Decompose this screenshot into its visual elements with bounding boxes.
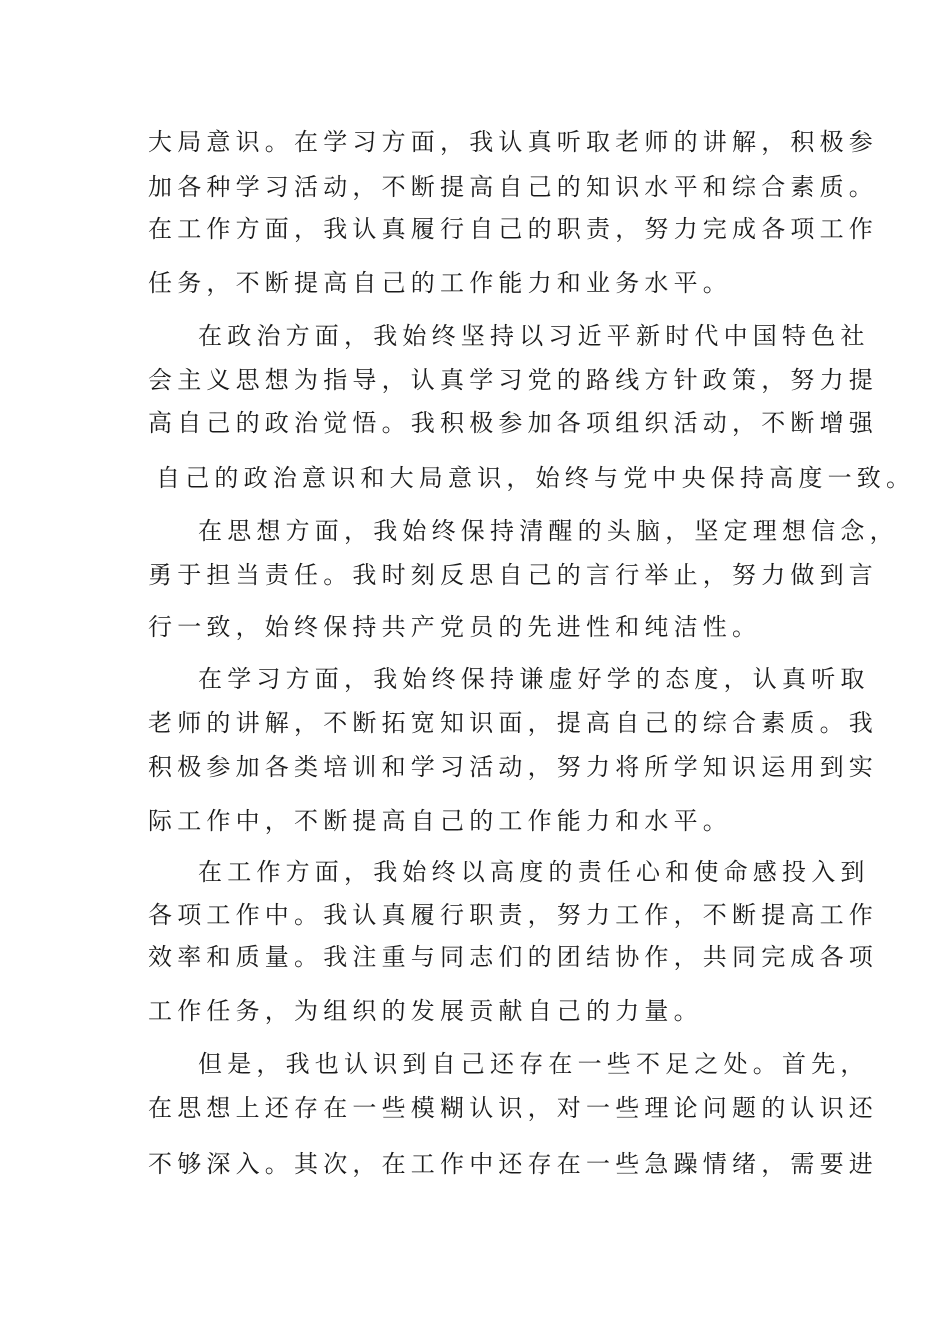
paragraph-first-line: 在学习方面，我始终保持谦虚好学的态度，认真听取 [198, 665, 870, 693]
text-line: 加各种学习活动，不断提高自己的知识水平和综合素质。 [148, 173, 878, 201]
text-line: 勇于担当责任。我时刻反思自己的言行举止，努力做到言 [148, 561, 878, 589]
paragraph-first-line: 在思想方面，我始终保持清醒的头脑，坚定理想信念， [198, 517, 899, 545]
text-line: 积极参加各类培训和学习活动，努力将所学知识运用到实 [148, 753, 878, 781]
paragraph-first-line: 但是，我也认识到自己还存在一些不足之处。首先， [198, 1050, 870, 1078]
text-line: 会主义思想为指导，认真学习党的路线方针政策，努力提 [148, 366, 878, 394]
paragraph-first-line: 在政治方面，我始终坚持以习近平新时代中国特色社 [198, 322, 870, 350]
text-line: 自己的政治意识和大局意识，始终与党中央保持高度一致。 [156, 464, 916, 492]
text-line: 老师的讲解，不断拓宽知识面，提高自己的综合素质。我 [148, 709, 878, 737]
text-line: 各项工作中。我认真履行职责，努力工作，不断提高工作 [148, 901, 878, 929]
text-line: 大局意识。在学习方面，我认真听取老师的讲解，积极参 [148, 128, 878, 156]
text-line: 在思想上还存在一些模糊认识，对一些理论问题的认识还 [148, 1094, 878, 1122]
text-line: 在工作方面，我认真履行自己的职责，努力完成各项工作 [148, 215, 878, 243]
text-line: 高自己的政治觉悟。我积极参加各项组织活动，不断增强 [148, 409, 878, 437]
text-line: 工作任务，为组织的发展贡献自己的力量。 [148, 997, 703, 1025]
text-line: 际工作中，不断提高自己的工作能力和水平。 [148, 807, 732, 835]
text-line: 不够深入。其次，在工作中还存在一些急躁情绪，需要进 [148, 1150, 878, 1178]
text-line: 行一致，始终保持共产党员的先进性和纯洁性。 [148, 613, 762, 641]
paragraph-first-line: 在工作方面，我始终以高度的责任心和使命感投入到 [198, 858, 870, 886]
text-line: 效率和质量。我注重与同志们的团结协作，共同完成各项 [148, 943, 878, 971]
text-line: 任务，不断提高自己的工作能力和业务水平。 [148, 269, 732, 297]
